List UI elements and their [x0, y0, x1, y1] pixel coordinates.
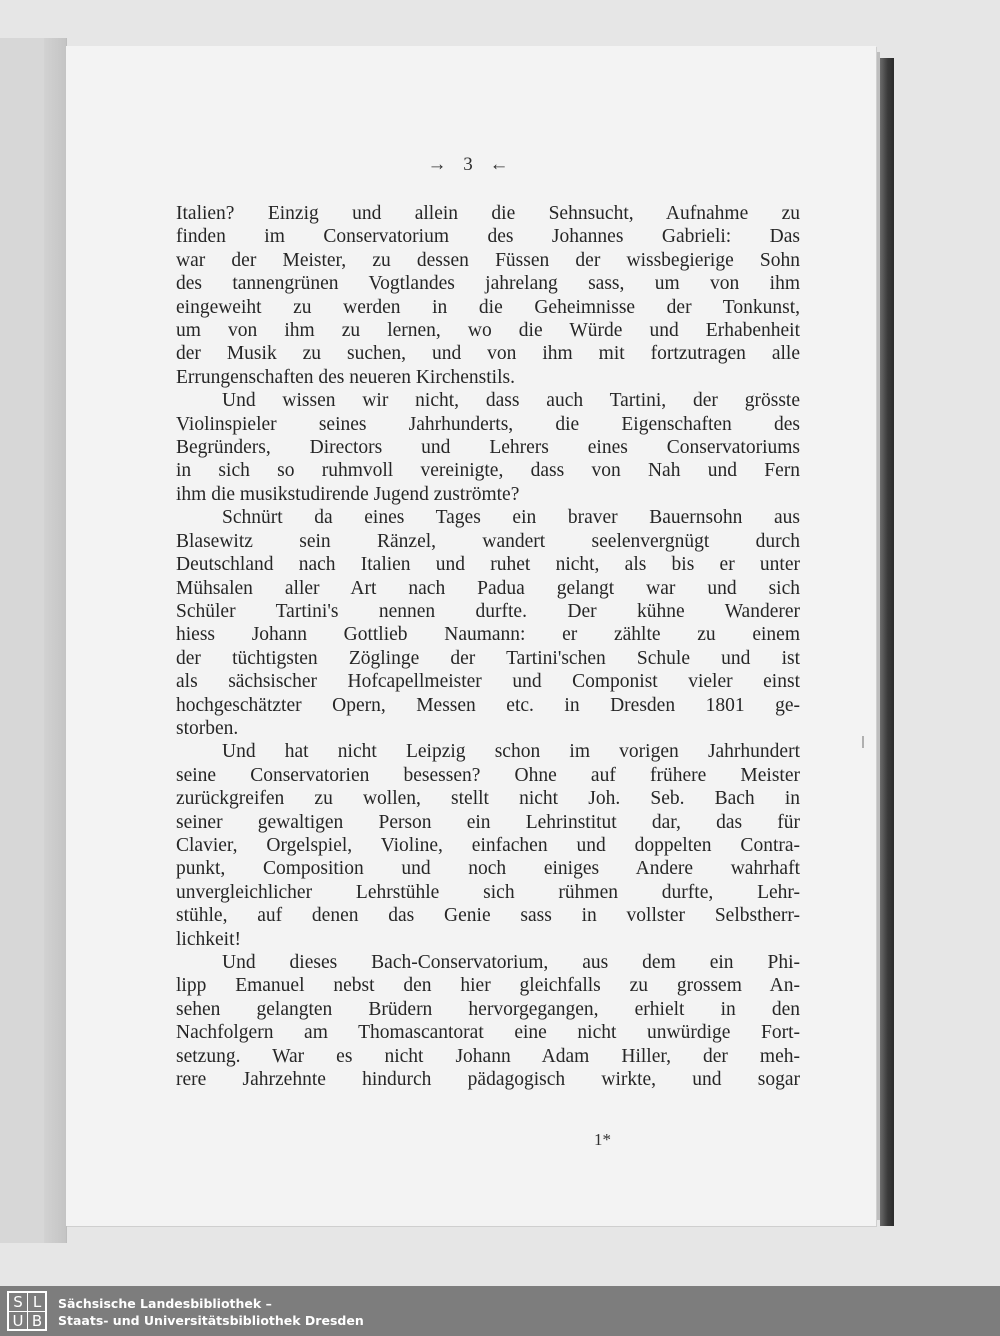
text-line: sehen gelangten Brüdern hervorgegangen, erhielt in den [176, 998, 800, 1020]
text-line: in sich so ruhmvoll vereinigte, dass von Nah und Fern [176, 460, 800, 482]
signature-mark: 1* [594, 1130, 611, 1149]
gutter-shadow [44, 38, 66, 1243]
text-line: des tannengrünen Vogtlandes jahrelang sass, um von ihm [176, 273, 800, 295]
text-line: setzung. War es nicht Johann Adam Hiller, der meh- [176, 1045, 800, 1067]
library-footer [0, 1286, 1000, 1336]
footer-library-subtitle: Staats- und Universitätsbibliothek Dresden [58, 1313, 364, 1328]
text-line: Blasewitz sein Ränzel, wandert seelenvergnügt durch [176, 530, 800, 552]
text-line: hochgeschätzter Opern, Messen etc. in Dresden 1801 ge- [176, 694, 800, 716]
book-page [66, 46, 876, 1226]
text-line: lichkeit! [176, 928, 241, 950]
text-line: Deutschland nach Italien und ruhet nicht, als bis er unter [176, 554, 800, 576]
text-line: unvergleichlicher Lehrstühle sich rühmen durfte, Lehr- [176, 881, 800, 903]
text-line: punkt, Composition und noch einiges Andere wahrhaft [176, 858, 800, 880]
text-line: Nachfolgern am Thomascantorat eine nicht unwürdige Fort- [176, 1022, 800, 1044]
text-line: Mühsalen aller Art nach Padua gelangt war und sich [176, 577, 800, 599]
text-line: Und hat nicht Leipzig schon im vorigen Jahrhundert [222, 741, 800, 763]
text-line: der Musik zu suchen, und von ihm mit fortzutragen alle [176, 343, 800, 365]
logo-letter: S [13, 1293, 23, 1311]
text-line: Italien? Einzig und allein die Sehnsucht, Aufnahme zu [176, 203, 800, 224]
text-line: als sächsischer Hofcapellmeister und Componist vieler einst [176, 671, 800, 693]
text-line: seine Conservatorien besessen? Ohne auf frühere Meister [176, 764, 800, 786]
text-line: Und dieses Bach-Conservatorium, aus dem ein Phi- [222, 952, 800, 973]
text-line: zurückgreifen zu wollen, stellt nicht Joh. Seb. Bach in [176, 788, 800, 810]
paper-speck [862, 736, 864, 748]
text-line: stühle, auf denen das Genie sass in vollster Selbstherr- [176, 905, 800, 927]
book-spine [880, 58, 894, 1226]
footer-library-name: Sächsische Landesbibliothek – [58, 1296, 272, 1311]
text-line: Clavier, Orgelspiel, Violine, einfachen und doppelten Contra- [176, 834, 800, 856]
text-line: um von ihm zu lernen, wo die Würde und Erhabenheit [176, 320, 800, 342]
slub-logo [7, 1291, 47, 1331]
text-line: storben. [176, 717, 239, 739]
logo-letter: U [9, 1311, 27, 1330]
text-line: lipp Emanuel nebst den hier gleichfalls zu grossem An- [176, 975, 800, 997]
text-line: ihm die musikstudirende Jugend zuströmte? [176, 483, 520, 505]
text-line: Violinspieler seines Jahrhunderts, die Eigenschaften des [176, 413, 800, 435]
text-line: seiner gewaltigen Person ein Lehrinstitut dar, das für [176, 811, 800, 833]
text-line: der tüchtigsten Zöglinge der Tartini'schen Schule und ist [176, 647, 800, 669]
text-line: Schnürt da eines Tages ein braver Bauernsohn aus [222, 507, 800, 529]
text-line: war der Meister, zu dessen Füssen der wissbegierige Sohn [176, 249, 800, 271]
text-line: finden im Conservatorium des Johannes Gabrieli: Das [176, 226, 800, 248]
logo-letter: B [27, 1311, 46, 1330]
text-line: Begründers, Directors und Lehrers eines Conservatoriums [176, 437, 800, 459]
text-line: rere Jahrzehnte hindurch pädagogisch wirkte, und sogar [176, 1069, 800, 1091]
logo-letter: L [27, 1293, 46, 1311]
text-line: Schüler Tartini's nennen durfte. Der kühne Wanderer [176, 600, 800, 622]
page-number-header: → 3 ← [427, 154, 515, 175]
page-body-text [176, 202, 800, 1091]
text-line: hiess Johann Gottlieb Naumann: er zählte zu einem [176, 624, 800, 646]
text-line: Und wissen wir nicht, dass auch Tartini, der grösste [222, 390, 800, 412]
text-line: eingeweiht zu werden in die Geheimnisse der Tonkunst, [176, 296, 800, 318]
text-line: Errungenschaften des neueren Kirchenstils. [176, 366, 515, 388]
